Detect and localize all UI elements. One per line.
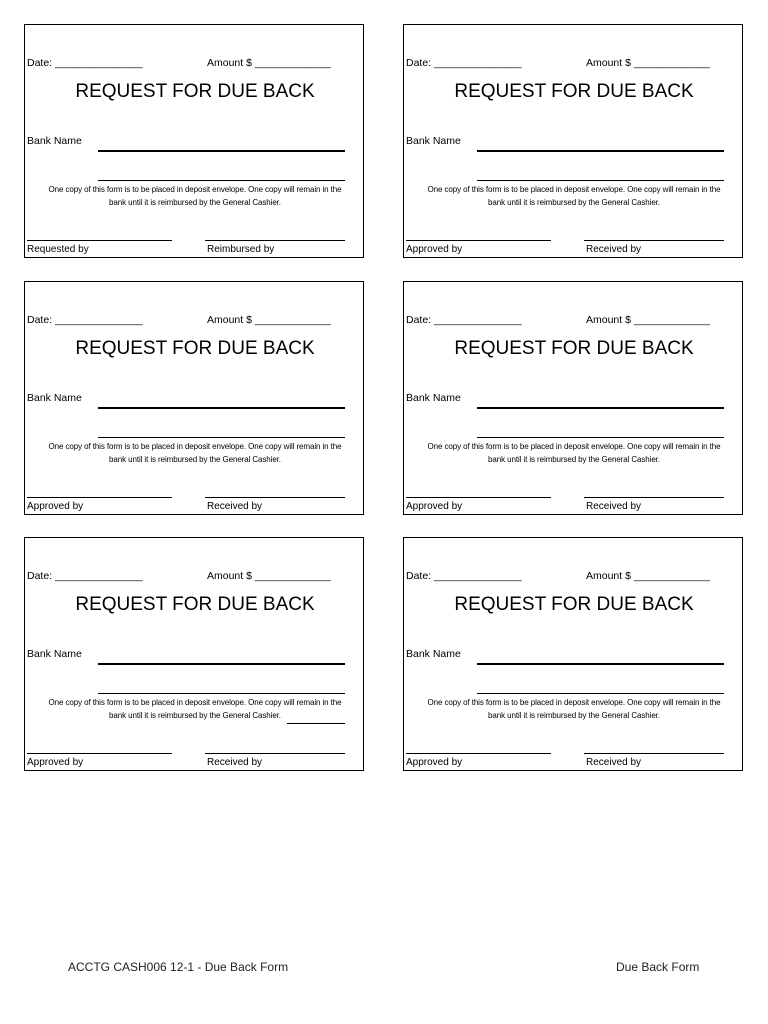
- footer-form-code: ACCTG CASH006 12-1 - Due Back Form: [68, 960, 289, 974]
- form-title: REQUEST FOR DUE BACK: [454, 594, 694, 615]
- signature-line-left[interactable]: [27, 240, 172, 241]
- signature-label-left: Requested by: [27, 244, 89, 255]
- signature-line-left[interactable]: [27, 753, 172, 754]
- deposit-instructions: [404, 183, 744, 209]
- signature-line-right[interactable]: [584, 240, 724, 241]
- bank-name-line-2[interactable]: [477, 437, 724, 438]
- bank-name-line-1[interactable]: [477, 663, 724, 665]
- form-title: REQUEST FOR DUE BACK: [454, 338, 694, 359]
- form-title: REQUEST FOR DUE BACK: [75, 594, 315, 615]
- bank-name-line-1[interactable]: [477, 407, 724, 409]
- deposit-instructions-line: bank until it is reimbursed by the General Cashier.: [488, 711, 660, 720]
- due-back-form: [403, 537, 743, 771]
- deposit-instructions-line: One copy of this form is to be placed in deposit envelope. One copy will remain in the: [48, 698, 342, 707]
- deposit-instructions-line: One copy of this form is to be placed in deposit envelope. One copy will remain in the: [427, 185, 721, 194]
- signature-line-left[interactable]: [406, 753, 551, 754]
- signature-line-right[interactable]: [584, 497, 724, 498]
- signature-line-left[interactable]: [27, 497, 172, 498]
- date-field[interactable]: Date: _______________: [406, 570, 522, 582]
- bank-name-label: Bank Name: [406, 135, 461, 147]
- form-title: REQUEST FOR DUE BACK: [454, 81, 694, 102]
- bank-name-line-2[interactable]: [98, 180, 345, 181]
- amount-field[interactable]: Amount $ _____________: [207, 57, 331, 69]
- deposit-instructions-line: bank until it is reimbursed by the General Cashier.: [109, 198, 281, 207]
- footer-form-name: Due Back Form: [616, 960, 700, 974]
- extra-line: [287, 723, 345, 724]
- deposit-instructions: [404, 440, 744, 466]
- signature-line-left[interactable]: [406, 240, 551, 241]
- form-title: REQUEST FOR DUE BACK: [75, 338, 315, 359]
- date-field[interactable]: Date: _______________: [27, 57, 143, 69]
- signature-label-left: Approved by: [406, 244, 463, 255]
- bank-name-label: Bank Name: [27, 392, 82, 404]
- due-back-form: [24, 281, 364, 515]
- amount-field[interactable]: Amount $ _____________: [586, 57, 710, 69]
- date-field[interactable]: Date: _______________: [406, 314, 522, 326]
- bank-name-label: Bank Name: [406, 648, 461, 660]
- due-back-form: [403, 281, 743, 515]
- date-field[interactable]: Date: _______________: [27, 314, 143, 326]
- deposit-instructions: [25, 183, 365, 209]
- signature-line-right[interactable]: [205, 497, 345, 498]
- bank-name-line-1[interactable]: [477, 150, 724, 152]
- bank-name-line-2[interactable]: [477, 693, 724, 694]
- signature-line-left[interactable]: [406, 497, 551, 498]
- amount-field[interactable]: Amount $ _____________: [207, 314, 331, 326]
- deposit-instructions-line: One copy of this form is to be placed in deposit envelope. One copy will remain in the: [427, 442, 721, 451]
- bank-name-line-2[interactable]: [98, 437, 345, 438]
- bank-name-line-2[interactable]: [477, 180, 724, 181]
- signature-label-left: Approved by: [27, 501, 84, 512]
- amount-field[interactable]: Amount $ _____________: [207, 570, 331, 582]
- due-back-form: [24, 24, 364, 258]
- deposit-instructions-line: One copy of this form is to be placed in deposit envelope. One copy will remain in the: [48, 442, 342, 451]
- signature-label-right: Received by: [586, 501, 642, 512]
- signature-label-right: Received by: [207, 501, 263, 512]
- deposit-instructions-line: bank until it is reimbursed by the General Cashier.: [488, 198, 660, 207]
- bank-name-line-2[interactable]: [98, 693, 345, 694]
- amount-field[interactable]: Amount $ _____________: [586, 570, 710, 582]
- signature-label-right: Received by: [586, 244, 642, 255]
- bank-name-line-1[interactable]: [98, 407, 345, 409]
- deposit-instructions-line: One copy of this form is to be placed in deposit envelope. One copy will remain in the: [427, 698, 721, 707]
- bank-name-line-1[interactable]: [98, 150, 345, 152]
- bank-name-label: Bank Name: [406, 392, 461, 404]
- deposit-instructions-line: bank until it is reimbursed by the General Cashier.: [109, 711, 281, 720]
- signature-line-right[interactable]: [205, 240, 345, 241]
- signature-label-right: Reimbursed by: [207, 244, 275, 255]
- signature-label-left: Approved by: [406, 501, 463, 512]
- signature-label-left: Approved by: [27, 757, 84, 768]
- deposit-instructions-line: bank until it is reimbursed by the General Cashier.: [488, 455, 660, 464]
- form-title: REQUEST FOR DUE BACK: [75, 81, 315, 102]
- signature-label-right: Received by: [207, 757, 263, 768]
- deposit-instructions: [25, 696, 365, 722]
- signature-label-right: Received by: [586, 757, 642, 768]
- deposit-instructions-line: bank until it is reimbursed by the General Cashier.: [109, 455, 281, 464]
- deposit-instructions: [404, 696, 744, 722]
- date-field[interactable]: Date: _______________: [406, 57, 522, 69]
- due-back-form: [24, 537, 364, 771]
- deposit-instructions-line: One copy of this form is to be placed in deposit envelope. One copy will remain in the: [48, 185, 342, 194]
- bank-name-line-1[interactable]: [98, 663, 345, 665]
- bank-name-label: Bank Name: [27, 648, 82, 660]
- date-field[interactable]: Date: _______________: [27, 570, 143, 582]
- signature-line-right[interactable]: [205, 753, 345, 754]
- signature-line-right[interactable]: [584, 753, 724, 754]
- amount-field[interactable]: Amount $ _____________: [586, 314, 710, 326]
- deposit-instructions: [25, 440, 365, 466]
- signature-label-left: Approved by: [406, 757, 463, 768]
- bank-name-label: Bank Name: [27, 135, 82, 147]
- due-back-form: [403, 24, 743, 258]
